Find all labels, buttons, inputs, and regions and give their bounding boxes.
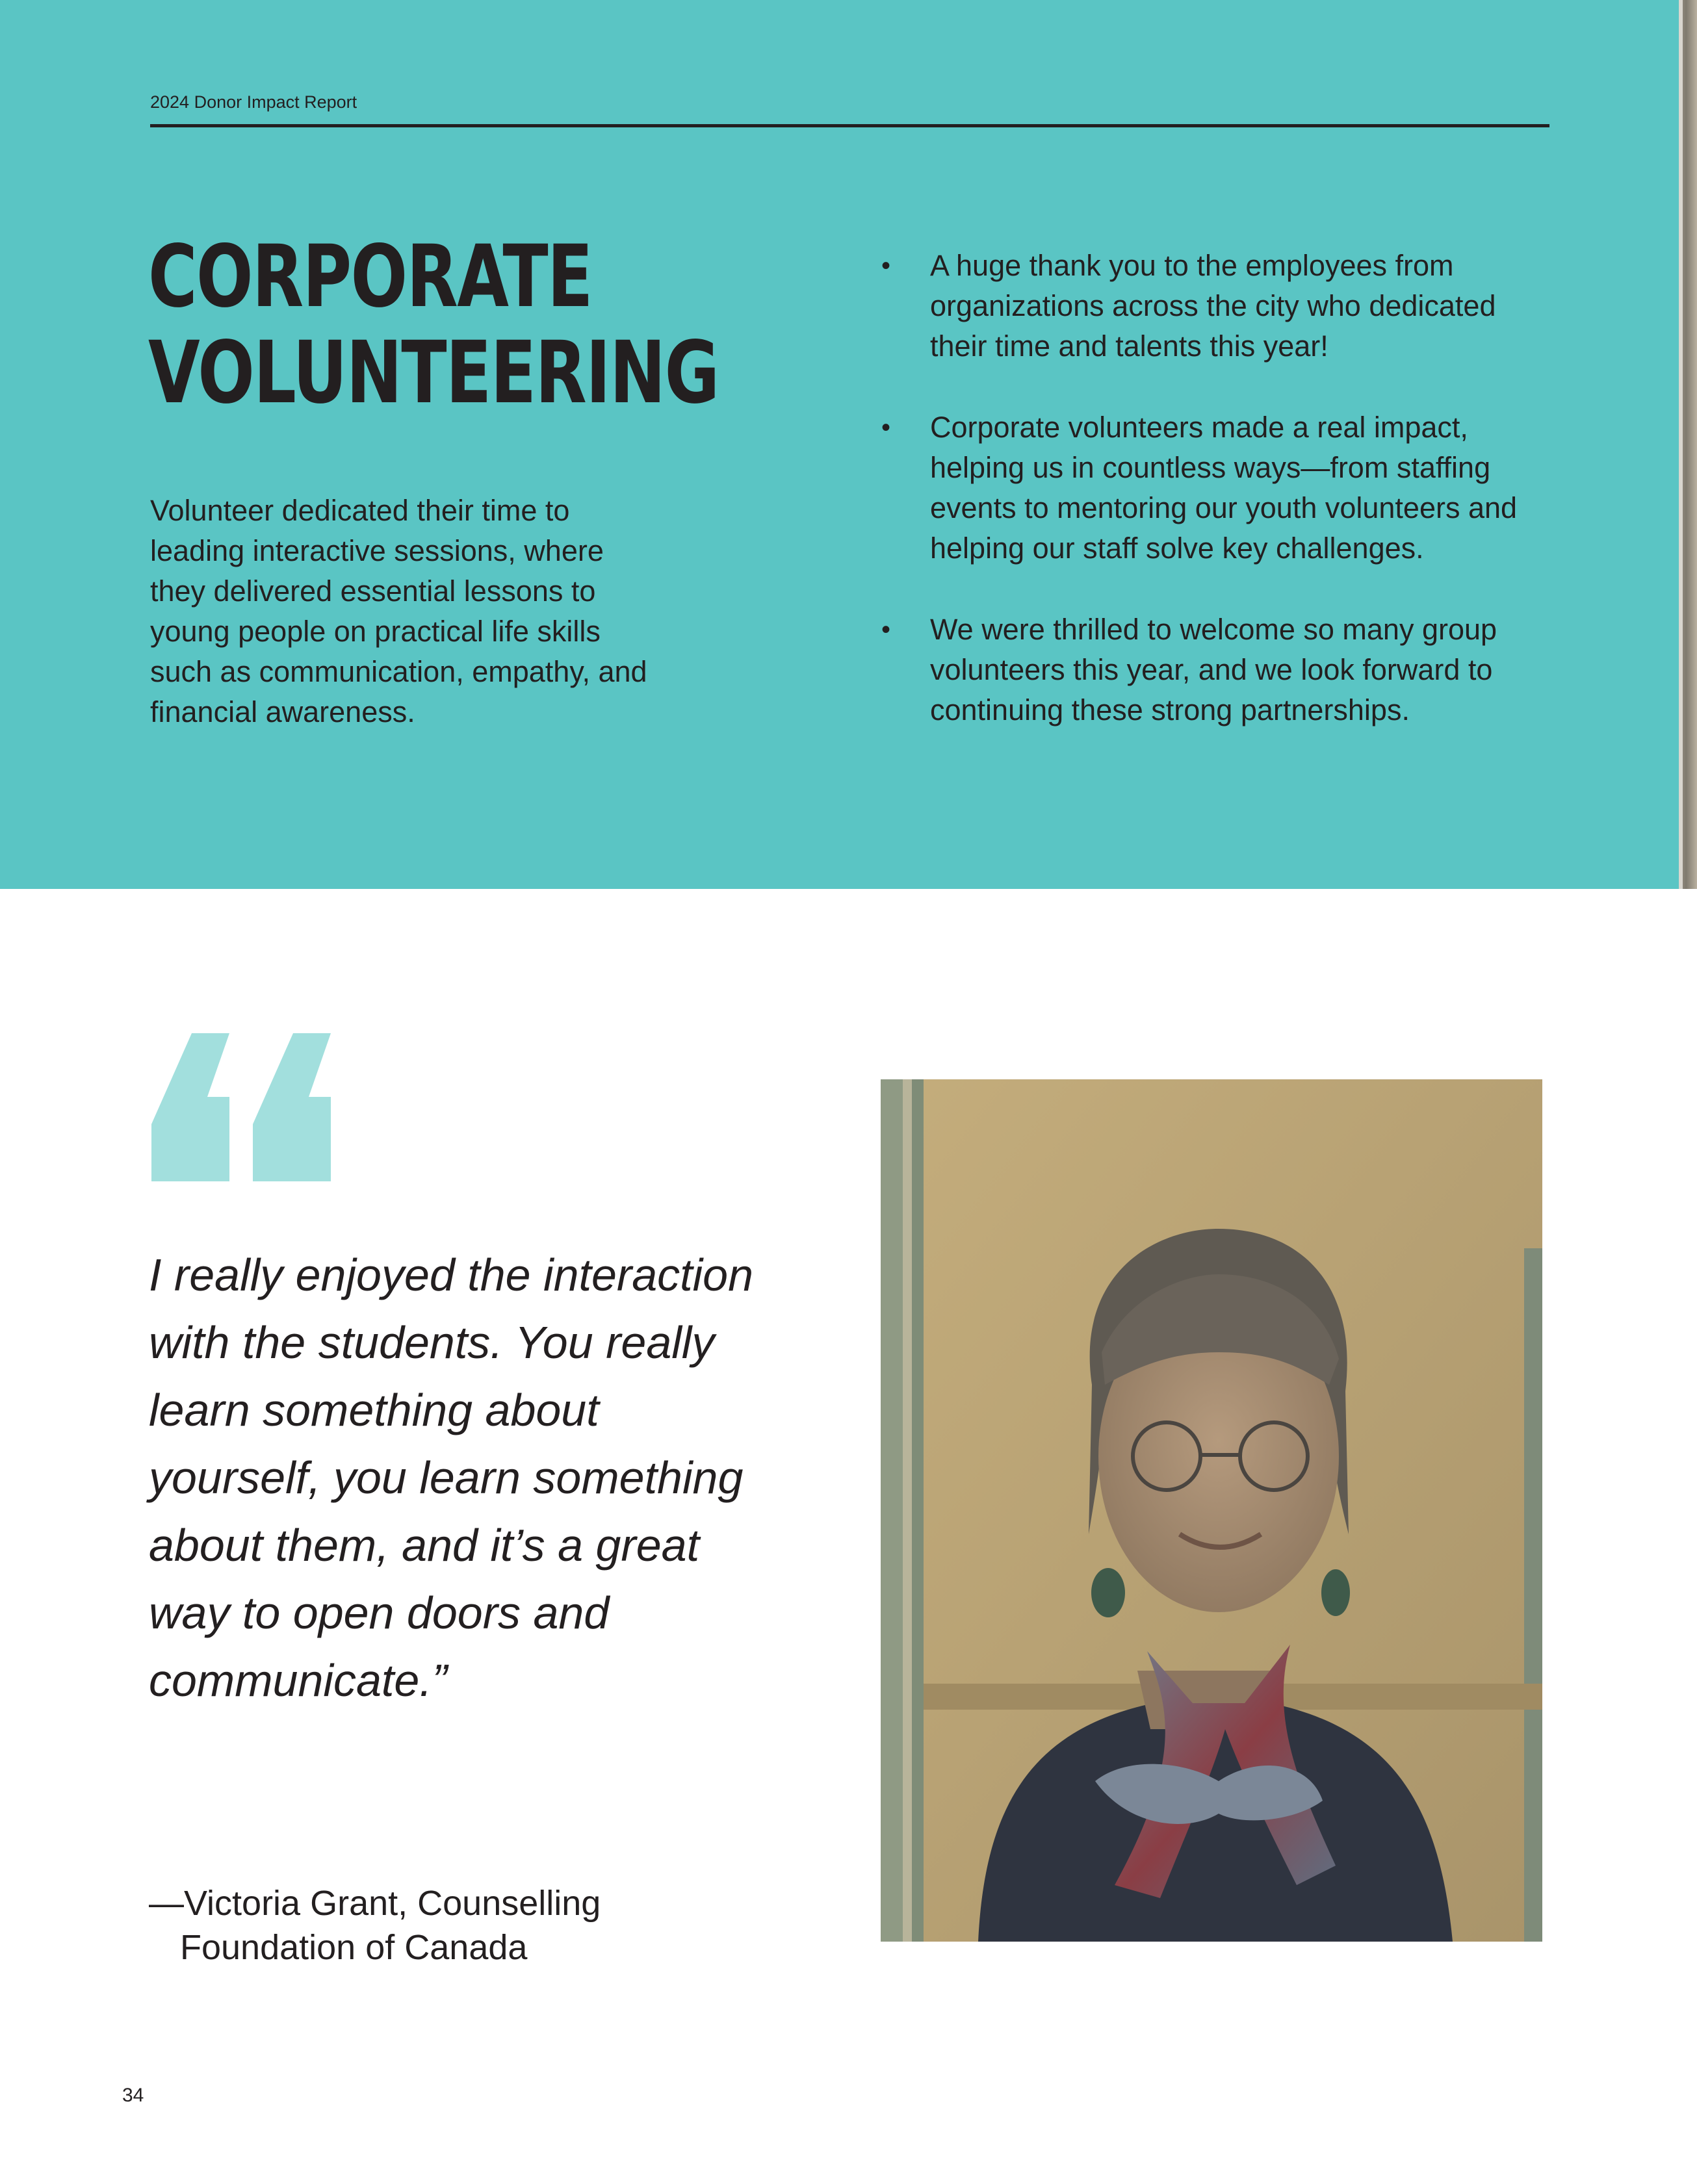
page-title: [148, 229, 719, 421]
attribution-line-2: Foundation of Canada: [180, 1928, 528, 1967]
page-title-line-1: CORPORATE: [148, 227, 592, 327]
quotation-mark-icon: [151, 1033, 331, 1181]
attribution-line-1: —Victoria Grant, Counselling: [149, 1884, 601, 1923]
report-label: 2024 Donor Impact Report: [150, 92, 357, 112]
testimonial-attribution: [149, 1881, 799, 1970]
highlights-list: [881, 246, 1551, 771]
page-number: 34: [122, 2085, 144, 2106]
highlight-item-2: • Corporate volunteers made a real impact, helping us in countless ways—from staffing events to mentoring our youth volunteers and helping our staff solve key challenges.: [881, 407, 1551, 569]
highlight-item-1: • A huge thank you to the employees from organizations across the city who dedicated their time and talents this year!: [881, 246, 1551, 366]
intro-paragraph: Volunteer dedicated their time to leading interactive sessions, where they delivered essential lessons to young people on practical life skills such as communication, empathy, and financial awareness.: [150, 494, 647, 728]
header-divider: [150, 124, 1549, 127]
volunteer-portrait-photo: [881, 1079, 1542, 1942]
page-title-line-2: VOLUNTEERING: [148, 323, 719, 423]
adjacent-page-photo-edge: [1679, 0, 1697, 889]
highlight-item-3: • We were thrilled to welcome so many group volunteers this year, and we look forward to continuing these strong partnerships.: [881, 610, 1551, 730]
testimonial-quote: I really enjoyed the interaction with the students. You really learn something about yourself, you learn something about them, and it’s a great way to open doors and communicate.”: [149, 1250, 753, 1706]
